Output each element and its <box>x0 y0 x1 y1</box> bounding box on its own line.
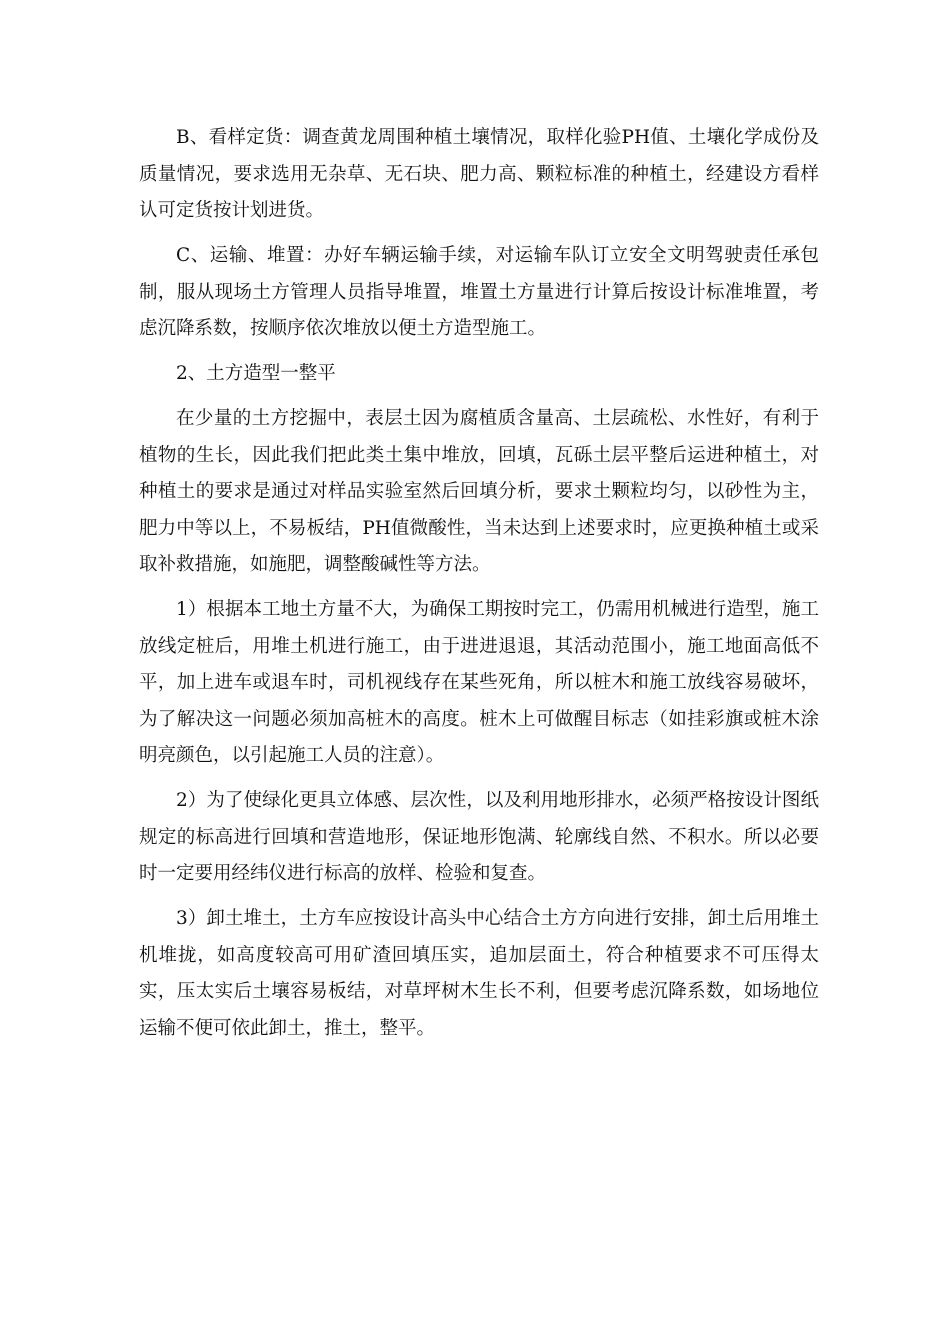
paragraph-item-3: 3）卸土堆土，土方车应按设计高头中心结合土方方向进行安排，卸土后用堆土机堆拢，如高度较高可用矿渣回填压实，追加层面土，符合种植要求不可压得太实，压太实后土壤容易板结，对草坪树木生长不利，但要考虑沉降系数，如场地位运输不便可依此卸土，推土，整平。 <box>139 908 819 1039</box>
paragraph-transport-storage: C、运输、堆置：办好车辆运输手续，对运输车队订立安全文明驾驶责任承包制，服从现场土方管理人员指导堆置，堆置土方量进行计算后按设计标准堆置，考虑沉降系数，按顺序依次堆放以便土方造型施工。 <box>139 245 819 339</box>
document-body <box>139 120 819 1056</box>
paragraph-item-1: 1）根据本工地土方量不大，为确保工期按时完工，仍需用机械进行造型，施工放线定桩后，用堆土机进行施工，由于进进退退，其活动范围小，施工地面高低不平，加上进车或退车时，司机视线存在某些死角，所以桩木和施工放线容易破坏，为了解决这一问题必须加高桩木的高度。桩木上可做醒目标志（如挂彩旗或桩木涂明亮颜色，以引起施工人员的注意）。 <box>139 599 819 766</box>
paragraph-topsoil-handling: 在少量的土方挖掘中，表层土因为腐植质含量高、土层疏松、水性好，有利于植物的生长，因此我们把此类土集中堆放，回填，瓦砾土层平整后运进种植土，对种植土的要求是通过对样品实验室然后回填分析，要求土颗粒均匀，以砂性为主，肥力中等以上，不易板结，PH值微酸性，当未达到上述要求时，应更换种植土或采取补救措施，如施肥，调整酸碱性等方法。 <box>139 408 819 575</box>
paragraph-sample-ordering: B、看样定货：调查黄龙周围种植土壤情况，取样化验PH值、土壤化学成份及质量情况，要求选用无杂草、无石块、肥力高、颗粒标准的种植土，经建设方看样认可定货按计划进货。 <box>139 127 819 221</box>
paragraph-item-2: 2）为了使绿化更具立体感、层次性，以及利用地形排水，必须严格按设计图纸规定的标高进行回填和营造地形，保证地形饱满、轮廓线自然、不积水。所以必要时一定要用经纬仪进行标高的放样、检验和复查。 <box>139 790 819 884</box>
section-heading-earthwork-leveling: 2、土方造型一整平 <box>176 363 336 384</box>
